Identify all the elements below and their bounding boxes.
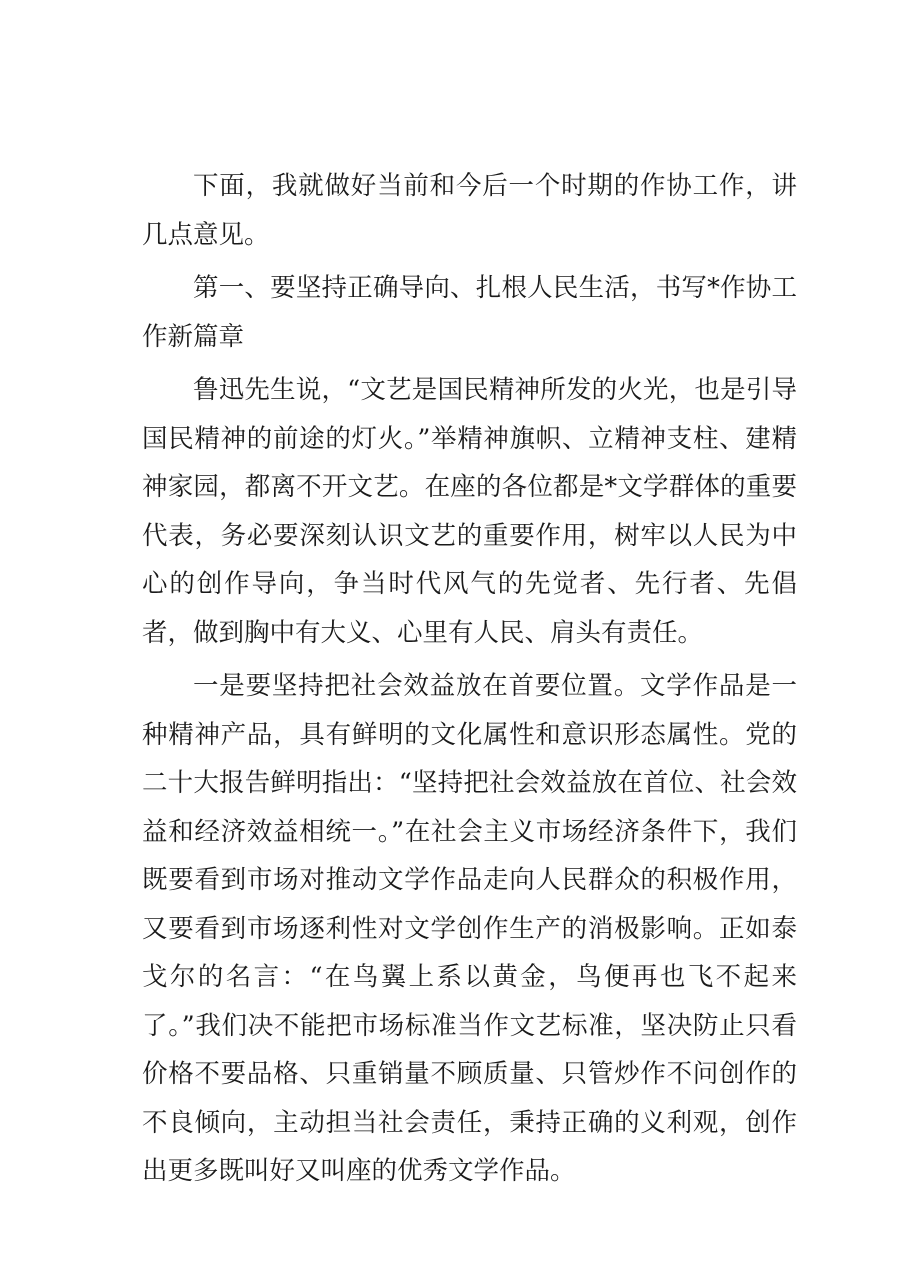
paragraph-intro: 下面，我就做好当前和今后一个时期的作协工作，讲几点意见。 — [142, 171, 797, 250]
paragraph-social-benefit: 一是要坚持把社会效益放在首要位置。文学作品是一种精神产品，具有鲜明的文化属性和意识形态属性。党的二十大报告鲜明指出：“坚持把社会效益放在首位、社会效益和经济效益相统一。”在社会主义市场经济条件下，我们既要看到市场对推动文学作品走向人民群众的积极作用，又要看到市场逐利性对文学创作生产的消极影响。正如泰戈尔的名言：“在鸟翼上系以黄金，鸟便再也飞不起来了。”我们决不能把市场标准当作文艺标准，坚决防止只看价格不要品格、只重销量不顾质量、只管炒作不问创作的不良倾向，主动担当社会责任，秉持正确的义利观，创作出更多既叫好又叫座的优秀文学作品。 — [142, 671, 797, 1186]
document-body — [142, 162, 797, 1201]
paragraph-lu-xun-quote: 鲁迅先生说，“文艺是国民精神所发的火光，也是引导国民精神的前途的灯火。”举精神旗帜、立精神支柱、建精神家园，都离不开文艺。在座的各位都是*文学群体的重要代表，务必要深刻认识文艺的重要作用，树牢以人民为中心的创作导向，争当时代风气的先觉者、先行者、先倡者，做到胸中有大义、心里有人民、肩头有责任。 — [142, 375, 797, 648]
section-heading-first: 第一、要坚持正确导向、扎根人民生活，书写*作协工作新篇章 — [142, 273, 797, 352]
